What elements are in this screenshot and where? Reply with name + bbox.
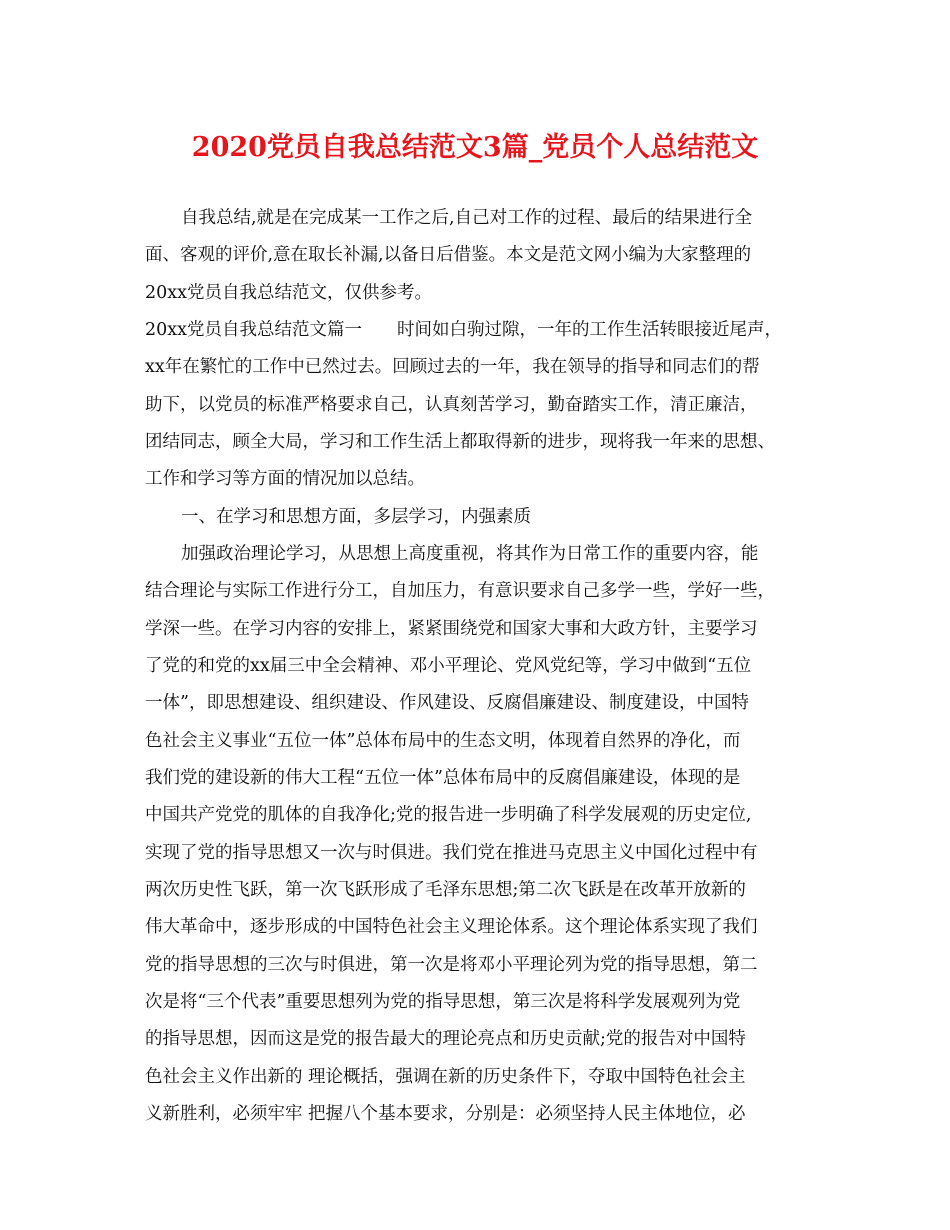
text-line: 次是将“三个代表”重要思想列为党的指导思想，第三次是将科学发展观列为党 [145, 992, 741, 1012]
text-line: 20xx党员自我总结范文篇一 时间如白驹过隙，一年的工作生活转眼接近尾声， [145, 320, 783, 340]
text-line: 工作和学习等方面的情况加以总结。 [145, 469, 425, 489]
text-line: xx年在繁忙的工作中已然过去。回顾过去的一年，我在领导的指导和同志们的帮 [145, 357, 760, 377]
text-line: 助下，以党员的标准严格要求自己，认真刻苦学习，勤奋踏实工作，清正廉洁， [145, 395, 758, 415]
text-line: 的指导思想，因而这是党的报告最大的理论亮点和历史贡献;党的报告对中国特 [145, 1029, 746, 1049]
section-heading: 一、在学习和思想方面，多层学习，内强素质 [181, 507, 531, 527]
text-line: 结合理论与实际工作进行分工，自加压力，有意识要求自己多学一些，学好一些， [145, 581, 775, 601]
text-line: 中国共产党党的肌体的自我净化;党的报告进一步明确了科学发展观的历史定位, [145, 805, 752, 825]
text-line: 党的指导思想的三次与时俱进，第一次是将邓小平理论列为党的指导思想，第二 [145, 955, 758, 975]
text-line: 色社会主义事业“五位一体”总体布局中的生态文明，体现着自然界的净化，而 [145, 731, 741, 751]
text-line: 两次历史性飞跃，第一次飞跃形成了毛泽东思想;第二次飞跃是在改革开放新的 [145, 880, 746, 900]
text-line: 我们党的建设新的伟大工程“五位一体”总体布局中的反腐倡廉建设，体现的是 [145, 768, 741, 788]
text-line: 团结同志，顾全大局，学习和工作生活上都取得新的进步，现将我一年来的思想、 [145, 432, 775, 452]
text-line: 伟大革命中，逐步形成的中国特色社会主义理论体系。这个理论体系实现了我们 [145, 917, 758, 937]
text-line: 色社会主义作出新的 理论概括，强调在新的历史条件下，夺取中国特色社会主 [145, 1067, 746, 1087]
text-line: 自我总结,就是在完成某一工作之后,自己对工作的过程、最后的结果进行全 [181, 208, 753, 228]
text-line: 面、客观的评价,意在取长补漏,以备日后借鉴。本文是范文网小编为大家整理的 [145, 245, 752, 265]
text-line: 学深一些。在学习内容的安排上，紧紧围绕党和国家大事和大政方针，主要学习 [145, 619, 758, 639]
text-line: 20xx党员自我总结范文，仅供参考。 [145, 283, 433, 303]
text-line: 一体”，即思想建设、组织建设、作风建设、反腐倡廉建设、制度建设，中国特 [145, 693, 749, 713]
text-line: 了党的和党的xx届三中全会精神、邓小平理论、党风党纪等，学习中做到“五位 [145, 656, 752, 676]
text-line: 加强政治理论学习，从思想上高度重视，将其作为日常工作的重要内容，能 [181, 544, 759, 564]
document-title: 2020党员自我总结范文3篇_党员个人总结范文 [191, 132, 759, 163]
text-line: 实现了党的指导思想又一次与时俱进。我们党在推进马克思主义中国化过程中有 [145, 843, 758, 863]
text-line: 义新胜利，必须牢牢 把握八个基本要求，分别是：必须坚持人民主体地位，必 [145, 1104, 746, 1124]
